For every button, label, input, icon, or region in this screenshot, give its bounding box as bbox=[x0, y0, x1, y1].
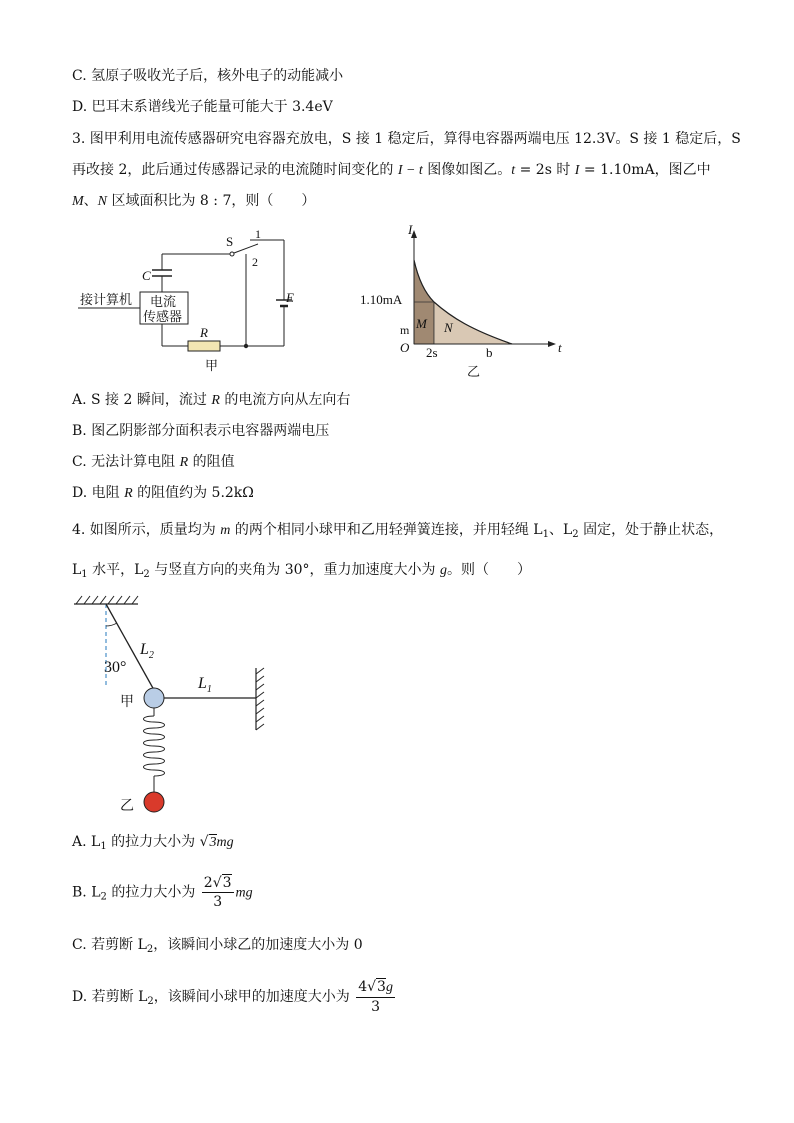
q3-var-m: M bbox=[72, 194, 84, 209]
q3-option-d bbox=[72, 483, 254, 504]
spring-coil bbox=[144, 716, 165, 776]
q4-option-b-text: B. L bbox=[72, 884, 101, 901]
q3-stem-text: 图像如图乙。 bbox=[422, 162, 512, 178]
t-axis-label: t bbox=[558, 340, 562, 355]
q4-option-a-root: √3 bbox=[199, 834, 217, 850]
switch-pos-2: 2 bbox=[252, 255, 258, 269]
resistor-label: R bbox=[200, 325, 208, 340]
i-axis-label: I bbox=[408, 222, 413, 237]
q2-option-c: C. 氢原子吸收光子后，核外电子的动能减小 bbox=[72, 68, 344, 84]
q3-stem-text: 再改接 2，此后通过传感器记录的电流随时间变化的 bbox=[72, 162, 398, 178]
q4-stem-line2 bbox=[72, 560, 531, 585]
q4-option-b bbox=[72, 874, 253, 916]
wall-hatch bbox=[256, 668, 264, 730]
figure-caption-jia: 甲 bbox=[205, 358, 219, 373]
q3-stem-text: 、 bbox=[83, 193, 98, 209]
q3-stem-line2 bbox=[72, 160, 711, 181]
current-time-graph bbox=[352, 222, 572, 382]
q4-stem-text: 4. 如图所示，质量均为 bbox=[72, 522, 221, 538]
q4-option-d-fraction bbox=[356, 978, 395, 1016]
q4-option-b-fraction bbox=[202, 874, 234, 911]
q3-expr-it: I − t bbox=[397, 163, 423, 178]
q4-stem-text: 固定，处于静止状态， bbox=[578, 522, 724, 538]
ball-jia-label: 甲 bbox=[120, 695, 134, 710]
figure-caption-yi: 乙 bbox=[467, 364, 481, 379]
q4-subscript: 2 bbox=[143, 569, 150, 580]
angle-arc bbox=[106, 623, 117, 626]
q4-subscript: 1 bbox=[81, 569, 88, 580]
q3-option-a-text: A. S 接 2 瞬间，流过 bbox=[72, 392, 212, 408]
q4-option-a-mg: mg bbox=[216, 835, 234, 850]
q4-option-d bbox=[72, 978, 397, 1020]
ball-jia bbox=[144, 688, 164, 708]
q3-var-n: N bbox=[97, 194, 108, 209]
q3-stem-text: 区域面积比为 8 : 7，则（ ） bbox=[107, 193, 316, 209]
t-axis-arrow bbox=[548, 341, 556, 347]
l1-label bbox=[197, 675, 212, 695]
m-unit-label: m bbox=[400, 323, 410, 337]
ceiling-hatch bbox=[76, 596, 138, 604]
q4-stem-line1 bbox=[72, 520, 723, 545]
q3-var-i: I bbox=[574, 163, 580, 178]
q4-option-c-text: C. 若剪断 L bbox=[72, 937, 147, 953]
q4-option-d-sub: 2 bbox=[147, 996, 154, 1007]
battery-label: E bbox=[286, 290, 294, 305]
q4-option-b-mg: mg bbox=[235, 885, 253, 901]
q4-option-d-num-coef: 4 bbox=[358, 979, 368, 995]
origin-label: O bbox=[400, 340, 410, 355]
q3-option-a-r: R bbox=[211, 393, 220, 408]
q3-option-a bbox=[72, 390, 350, 411]
q3-var-t: t bbox=[511, 163, 516, 178]
q3-option-c bbox=[72, 452, 235, 473]
q4-option-b-num-radicand: 3 bbox=[222, 875, 232, 891]
q4-var-g: g bbox=[439, 563, 447, 578]
q4-subscript: 2 bbox=[572, 529, 579, 540]
q4-option-b-denominator: 3 bbox=[213, 894, 223, 910]
q4-option-a-radicand: 3 bbox=[209, 835, 217, 850]
q4-option-d-num-g: g bbox=[385, 980, 393, 995]
q4-option-d-text: ，该瞬间小球甲的加速度大小为 bbox=[153, 989, 355, 1005]
ball-yi-label: 乙 bbox=[120, 799, 134, 814]
q4-option-c-sub: 2 bbox=[146, 944, 154, 955]
ball-yi bbox=[144, 792, 164, 812]
q4-subscript: 1 bbox=[542, 529, 549, 540]
resistor bbox=[188, 341, 220, 351]
tick-2s-label: 2s bbox=[426, 345, 438, 360]
l2-subscript: 2 bbox=[148, 650, 154, 661]
q4-option-d-numerator: 4√3g bbox=[356, 978, 395, 998]
l1-letter: L bbox=[198, 675, 207, 692]
q3-option-d-text: 的阻值约为 5.2kΩ bbox=[132, 485, 254, 501]
q4-var-m: m bbox=[220, 523, 231, 538]
q4-option-b-num-coef: 2 bbox=[203, 875, 213, 891]
q3-option-c-text: 的阻值 bbox=[188, 454, 235, 470]
q4-option-a-text: 的拉力大小为 bbox=[106, 834, 200, 850]
sensor-label-1: 电流 bbox=[150, 294, 177, 309]
switch-label: S bbox=[226, 234, 234, 249]
l2-label bbox=[139, 641, 154, 661]
q4-stem-text: 与竖直方向的夹角为 30°，重力加速度大小为 bbox=[149, 562, 440, 578]
junction-dot bbox=[244, 344, 248, 348]
computer-label: 接计算机 bbox=[80, 292, 133, 307]
q3-option-b: B. 图乙阴影部分面积表示电容器两端电压 bbox=[72, 423, 330, 439]
q3-option-d-r: R bbox=[124, 486, 133, 501]
current-value-label: 1.10mA bbox=[360, 292, 403, 307]
l2-letter: L bbox=[140, 641, 149, 658]
q4-option-b-numerator: 2√3 bbox=[203, 875, 232, 891]
q2-option-d: D. 巴耳末系谱线光子能量可能大于 3.4eV bbox=[72, 99, 333, 115]
region-m-label: M bbox=[416, 316, 427, 331]
q3-stem-text: = 1.10mA，图乙中 bbox=[579, 162, 711, 178]
q4-option-b-sub: 2 bbox=[100, 891, 107, 903]
q3-option-a-text: 的电流方向从左向右 bbox=[219, 392, 351, 408]
spring-balls-diagram bbox=[66, 590, 286, 820]
switch-pos-1: 1 bbox=[255, 227, 261, 241]
q3-stem-text: = 2s 时 bbox=[515, 162, 575, 178]
q3-option-c-text: C. 无法计算电阻 bbox=[72, 454, 180, 470]
q4-option-a-sub: 1 bbox=[100, 841, 107, 852]
q4-option-d-text: D. 若剪断 L bbox=[72, 989, 148, 1005]
q4-stem-text: 、L bbox=[548, 522, 573, 538]
circuit-diagram bbox=[70, 222, 310, 382]
capacitor-label: C bbox=[142, 268, 151, 283]
angle-label: 30° bbox=[104, 659, 127, 676]
q4-option-d-num-radicand: 3 bbox=[377, 979, 386, 995]
q4-option-b-text: 的拉力大小为 bbox=[106, 884, 200, 901]
q3-stem-line1: 3. 图甲利用电流传感器研究电容器充放电，S 接 1 稳定后，算得电容器两端电压 12.3V。S 接 1 稳定后，S bbox=[72, 131, 741, 147]
sensor-label-2: 传感器 bbox=[143, 309, 183, 324]
q4-option-c bbox=[72, 935, 363, 960]
q4-option-a-text: A. L bbox=[72, 834, 101, 850]
tick-b-label: b bbox=[486, 345, 493, 360]
l1-subscript: 1 bbox=[206, 684, 212, 695]
q4-option-a bbox=[72, 832, 234, 857]
q3-stem-line3 bbox=[72, 191, 315, 212]
q4-stem-text: 。则（ ） bbox=[446, 562, 531, 578]
q4-option-c-text: ，该瞬间小球乙的加速度大小为 0 bbox=[153, 937, 363, 953]
q3-option-c-r: R bbox=[179, 455, 189, 470]
region-n-label: N bbox=[444, 320, 453, 335]
q4-option-d-denominator: 3 bbox=[371, 999, 381, 1015]
q4-stem-text: 水平，L bbox=[87, 562, 144, 578]
q3-option-d-text: D. 电阻 bbox=[72, 485, 125, 501]
q4-stem-text: L bbox=[72, 562, 82, 578]
q4-stem-text: 的两个相同小球甲和乙用轻弹簧连接，并用轻绳 L bbox=[230, 522, 543, 538]
